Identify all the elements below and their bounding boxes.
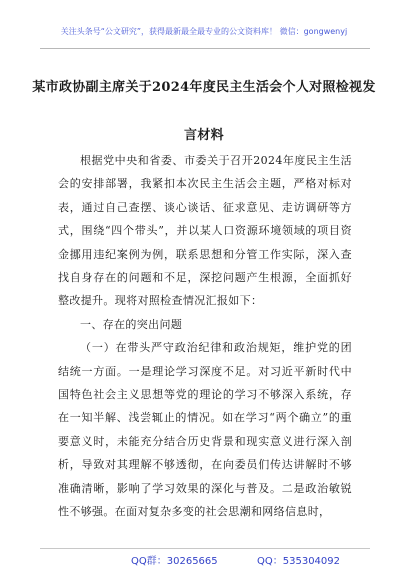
footer-qq-number: QQ：535304092 xyxy=(257,556,341,567)
document-body xyxy=(58,149,352,524)
section-heading-problems: 一、存在的突出问题 xyxy=(80,317,183,331)
footer-qq-group: QQ群：30265665 xyxy=(131,556,218,567)
footer-divider xyxy=(40,548,370,549)
header-divider xyxy=(40,48,370,49)
body-paragraph-intro: 根据党中央和省委、市委关于召开2024年度民主生活会的安排部署，我紧扣本次民主生活会主题，严格对标对表，通过自己查摆、谈心谈话、征求意见、走访调研等方式，围绕“四个带头”，并以某人口资源环境领域的项目资金挪用违纪案例为例，联系思想和分管工作实际，深入查找自身存在的问题和不足，深挖问题产生根源，全面抓好整改提升。现将对照检查情况汇报如下： xyxy=(58,154,352,308)
document-title-line-2: 言材料 xyxy=(184,128,224,143)
body-paragraph-subsection-1: （一）在带头严守政治纪律和政治规矩，维护党的团结统一方面。一是理论学习深度不足。对习近平新时代中国特色社会主义思想等党的理论的学习不够深入系统，存在一知半解、浅尝辄止的情况。如在学习“两个确立”的重要意义时，未能充分结合历史背景和现实意义进行深入剖析，导致对其理解不够透彻，在向委员们传达讲解时不够准确清晰，影响了学习效果的深化与普及。二是政治敏锐性不够强。在面对复杂多变的社会思潮和网络信息时， xyxy=(58,341,352,519)
document-title-line-1: 某市政协副主席关于2024年度民主生活会个人对照检视发 xyxy=(32,80,376,95)
header-note: 关注头条号“公文研究”，获得最新最全最专业的公文资料库！ 微信：gongwenyj xyxy=(60,27,348,36)
